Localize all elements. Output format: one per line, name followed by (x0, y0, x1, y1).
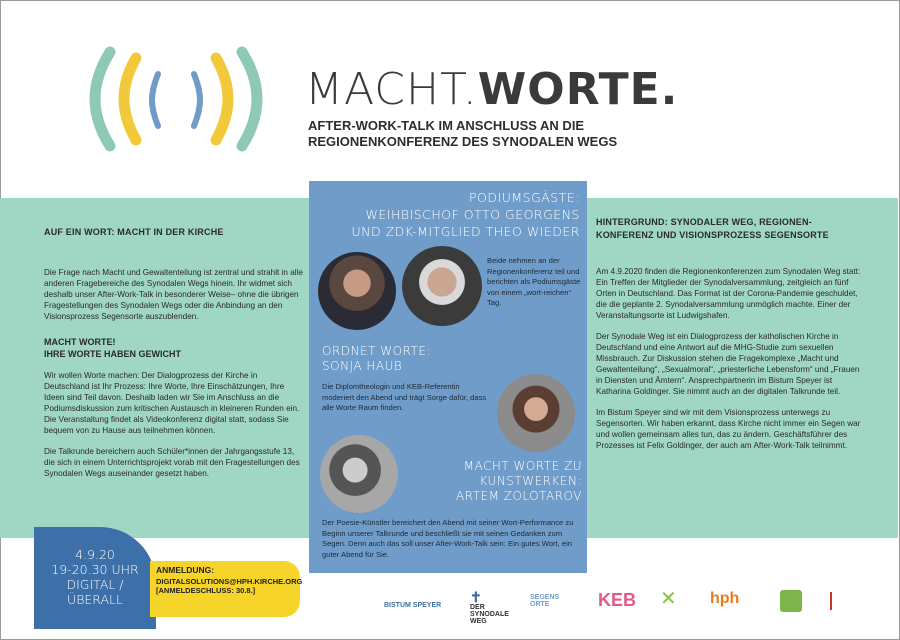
wave-inner-right (194, 74, 200, 126)
left-heading: AUF EIN WORT: MACHT IN DER KIRCHE (44, 227, 224, 237)
artist-text: Der Poesie-Künstler bereichert den Abend mit seiner Wort-Performance zu Beginn unserer Talkrunde und beschließt sie mit seinen Gedanken zum Segen. Denn auch das soll unser After-Work-Talk sein: Ein gutes Wort, ein guter Abend für Sie. (322, 518, 574, 559)
left-heading-2: MACHT WORTE! IHRE WORTE HABEN GEWICHT (44, 337, 181, 359)
right-paragraph-3: Im Bistum Speyer sind wir mit dem Visionsprozess unterwegs zu Segensorten. Wir haben erkannt, dass Kirche nicht immer ein Segen war und wollen gemeinsam alles tun, das zu ändern. Geschäftsführer des Prozesses ist Felix Goldinger, der auch am After-Work-Talk teilnimmt. (596, 408, 861, 450)
right-column (596, 216, 866, 461)
registration-box: ANMELDUNG: DIGITALSOLUTIONS@HPH.KIRCHE.ORG [ANMELDESCHLUSS: 30.8.] (150, 561, 300, 617)
guests-text: Beide nehmen an der Regionenkonferenz teil und berichten als Podiumsgäste von einem „wort-reichen“ Tag. (487, 256, 581, 307)
subtitle: AFTER-WORK-TALK IM ANSCHLUSS AN DIE REGIONENKONFERENZ DES SYNODALEN WEGS (308, 118, 618, 149)
logo-square-icon (780, 590, 802, 612)
right-paragraph-1: Am 4.9.2020 finden die Regionenkonferenzen zum Synodalen Weg statt: Ein Treffen der Mitglieder der Synodalversammlung, zeitgleich an fünf Orten in Deutschland. Das Format ist der Corona-Pandemie geschuldet, die die geplante 2. Synodalversammlung unmöglich machte. Einer der Veranstaltungsorte ist Ludwigshafen. (596, 267, 861, 320)
right-paragraph-2: Der Synodale Weg ist ein Dialogprozess der katholischen Kirche in Deutschland und eine Antwort auf die MHG-Studie zum sexuellen Missbrauch. Zur Diskussion stehen die Fragekomplexe „Macht und Gewaltenteilung“, „Sexualmoral“, „priesterliche Lebensform“ und „Frauen in Diensten und Ämtern“. Ansprechpartnerin im Bistum Speyer ist Katharina Goldinger. Sie nimmt auch an der digitalen Talkrunde teil. (596, 332, 860, 396)
photo-sonja-haub (497, 374, 575, 452)
page-title: MACHT.WORTE. (305, 64, 679, 115)
logo-keb: KEB (598, 590, 637, 610)
left-paragraph-3: Die Talkrunde bereichern auch Schüler*innen der Jahrgangsstufe 13, die sich in einem Unterrichtsprojekt vorab mit den Fragestellungen des Synodalen Wegs auseinander gesetzt haben. (44, 447, 300, 478)
logo-synodaler-weg: ✝ DER SYNODALE WEG (470, 589, 509, 625)
logo-bistum-speyer: BISTUM SPEYER (384, 602, 442, 609)
left-column (44, 226, 304, 489)
left-paragraph-2: Wir wollen Worte machen: Der Dialogprozess der Kirche in Deutschland ist Ihr Prozess: Ihre Worte, Ihre Einschätzungen, Ihre Ideen sind Teil davon. Deshalb laden wir Sie im Anschluss an die Podiumsdiskussion zum kritischen Austausch in kleineren Runden ein. Die Veranstaltung findet als Videokonferenz digital statt, sodass Sie bequem von zu Hause aus teilnehmen können. (44, 371, 300, 435)
partner-logos (380, 584, 890, 628)
wave-mid-right (216, 58, 228, 140)
date-badge: 4.9.20 19-20.30 UHR DIGITAL / ÜBERALL (34, 527, 156, 629)
wave-inner-left (152, 74, 158, 126)
right-heading: HINTERGRUND: SYNODALER WEG, REGIONEN- KONFERENZ UND VISIONSPROZESS SEGENSORTE (596, 217, 829, 240)
logo-hph: hph (710, 590, 740, 607)
wave-mid-left (124, 58, 136, 140)
artist-heading: MACHT WORTE ZU KUNSTWERKEN: ARTEM ZOLOTAROV (455, 459, 582, 503)
registration-email-link[interactable]: DIGITALSOLUTIONS@HPH.KIRCHE.ORG (156, 577, 303, 586)
moderator-text: Die Diplomtheologin und KEB-Referentin moderiert den Abend und trägt Sorge dafür, dass alle Worte Raum finden. (322, 382, 487, 412)
left-paragraph-1: Die Frage nach Macht und Gewaltenteilung ist zentral und strahlt in alle anderen Fragebereiche des Synodalen Wegs hinein. Ihr widmet sich deshalb unser After-Work-Talk in besonderer Weise– ohne die übrigen Fragestellungen des Synodalen Wegs oder die Anbindung an den Visionsprozess Segensorte auszublenden. (44, 268, 303, 321)
wave-outer-right (242, 52, 257, 146)
podium-guests-heading: PODIUMSGÄSTE: WEIHBISCHOF OTTO GEORGENS UND ZDK-MITGLIED THEO WIEDER (351, 190, 580, 239)
wave-outer-left (95, 52, 110, 146)
photo-otto-georgens (318, 252, 396, 330)
logo-cross-icon: ✕ (660, 588, 677, 610)
sound-waves-logo (88, 44, 268, 154)
moderator-heading: ORDNET WORTE: SONJA HAUB (322, 344, 431, 373)
photo-theo-wieder (402, 246, 482, 326)
logo-segensorte: SEGENS ORTE (530, 594, 560, 608)
logo-red-icon (830, 592, 872, 610)
photo-credits (862, 300, 874, 520)
